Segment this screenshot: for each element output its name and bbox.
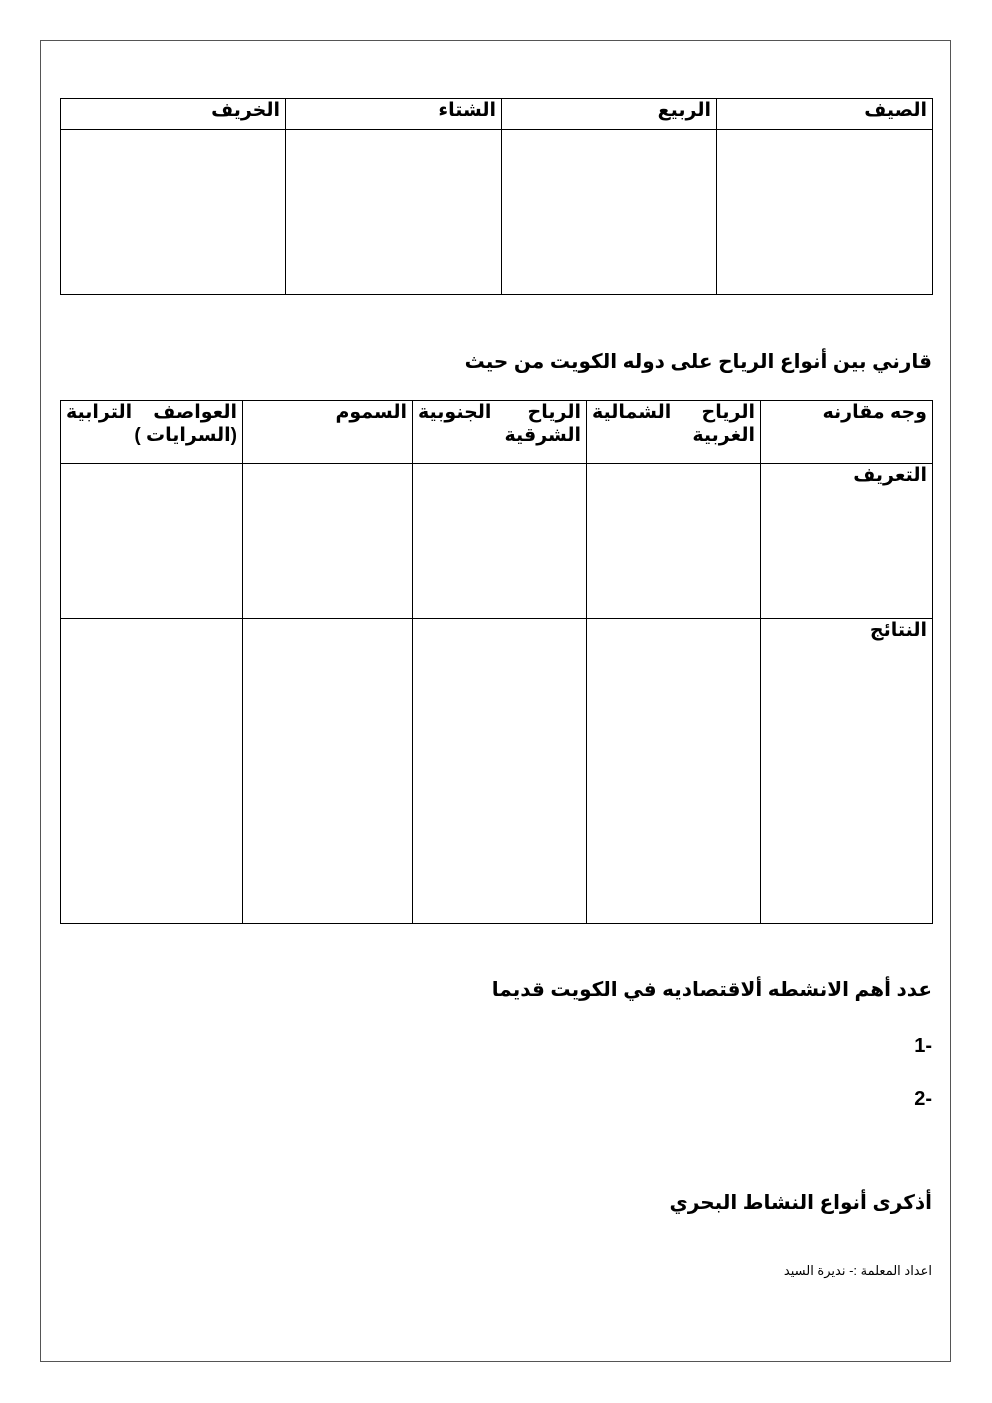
header-autumn: الخريف	[61, 99, 286, 130]
header-spring: الربيع	[502, 99, 717, 130]
cell-definition-samoom[interactable]	[243, 464, 413, 619]
list-item-1: -1	[914, 1035, 932, 1057]
cell-results-dust-storms[interactable]	[61, 619, 243, 924]
cell-results-northwest[interactable]	[587, 619, 761, 924]
activities-prompt: عدد أهم الانشطه ألاقتصاديه في الكويت قديما	[491, 979, 932, 1001]
header-winter: الشتاء	[286, 99, 502, 130]
header-comparison-aspect: وجه مقارنه	[761, 401, 933, 464]
cell-results-southeast[interactable]	[413, 619, 587, 924]
header-summer: الصيف	[717, 99, 933, 130]
header-samoom: السموم	[243, 401, 413, 464]
cell-summer[interactable]	[717, 130, 933, 295]
cell-definition-dust-storms[interactable]	[61, 464, 243, 619]
wind-comparison-table	[60, 400, 933, 924]
cell-definition-northwest[interactable]	[587, 464, 761, 619]
row-label-results: النتائج	[761, 619, 933, 924]
teacher-credit: اعداد المعلمة :- نديرة السيد	[783, 1263, 932, 1278]
cell-definition-southeast[interactable]	[413, 464, 587, 619]
row-label-definition: التعريف	[761, 464, 933, 619]
compare-prompt: قارني بين أنواع الرياح على دوله الكويت من حيث	[464, 351, 932, 373]
header-dust-storms: العواصف الترابية (السرايات )	[61, 401, 243, 464]
cell-winter[interactable]	[286, 130, 502, 295]
marine-prompt: أذكرى أنواع النشاط البحري	[669, 1192, 932, 1214]
header-southeast-winds: الرياح الجنوبية الشرقية	[413, 401, 587, 464]
cell-autumn[interactable]	[61, 130, 286, 295]
header-northwest-winds: الرياح الشمالية الغربية	[587, 401, 761, 464]
cell-results-samoom[interactable]	[243, 619, 413, 924]
list-item-2: -2	[914, 1088, 932, 1110]
cell-spring[interactable]	[502, 130, 717, 295]
seasons-table	[60, 98, 933, 295]
